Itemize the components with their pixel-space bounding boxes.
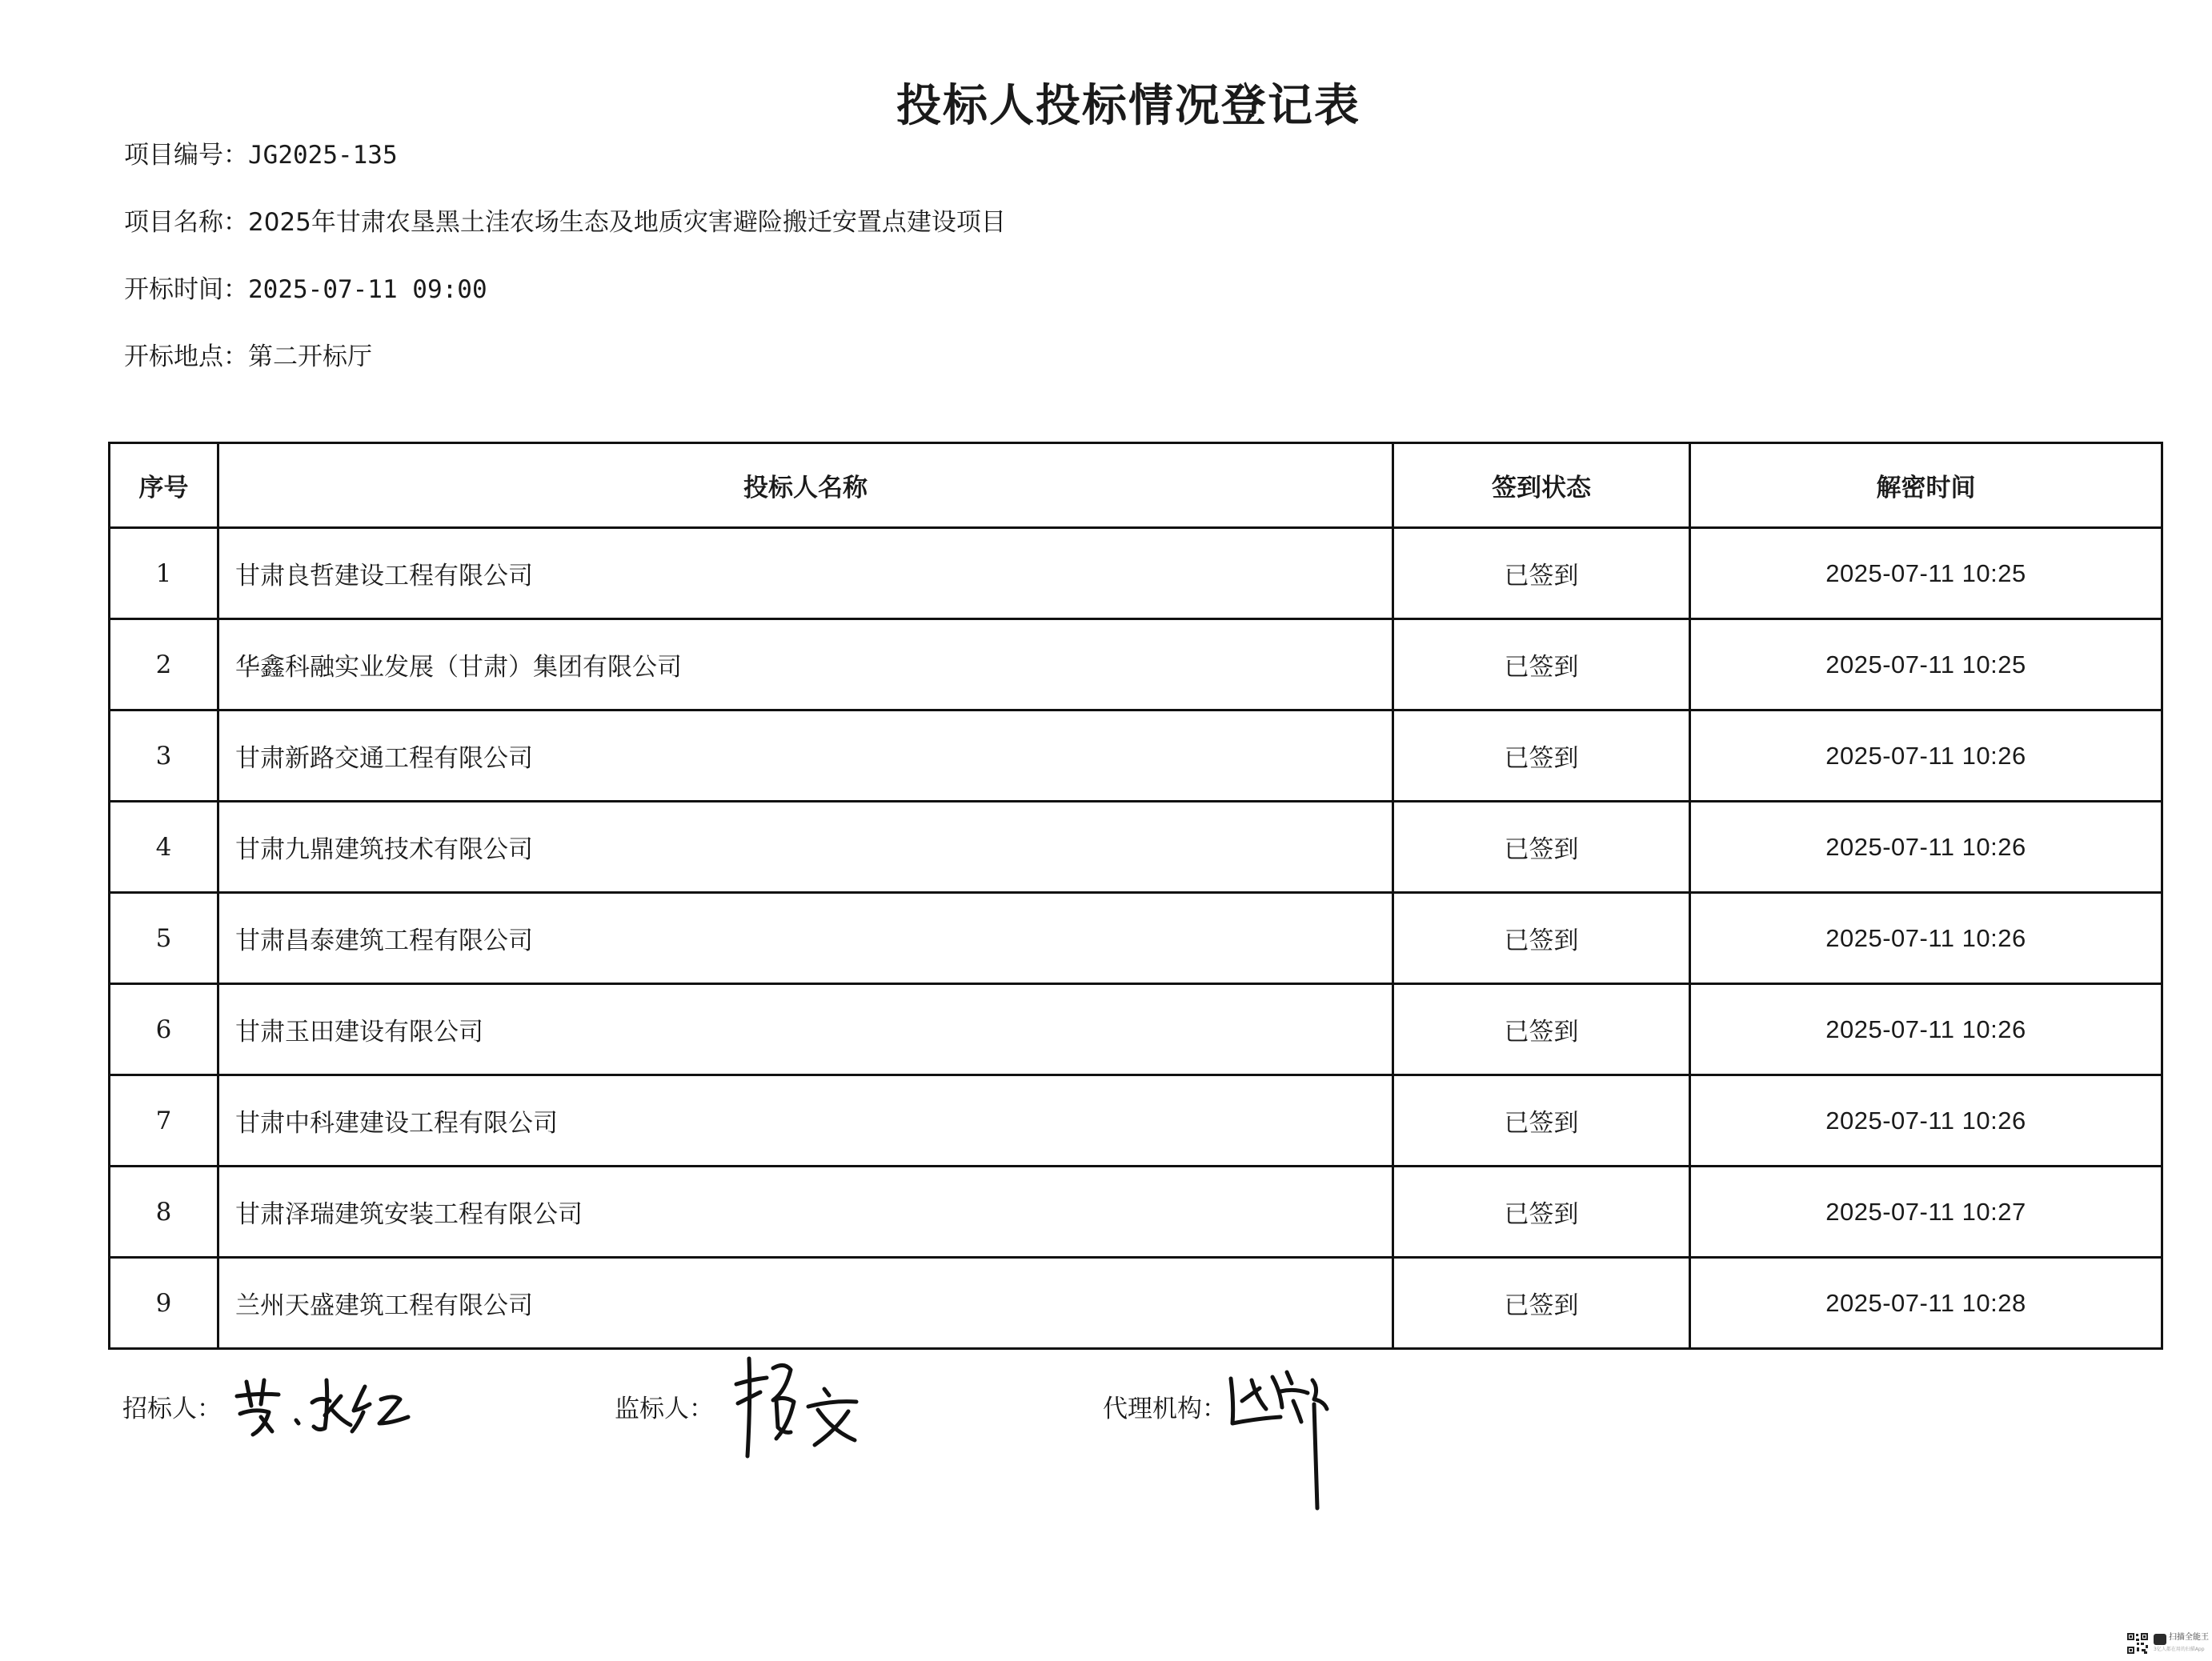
row-bidder-name: 甘肃泽瑞建筑安装工程有限公司 [218, 1167, 1393, 1258]
project-number-value: JG2025-135 [248, 141, 398, 170]
row-decrypt-time: 2025-07-11 10:26 [1690, 710, 2162, 802]
opening-time-label: 开标时间： [124, 275, 248, 304]
row-bidder-name: 甘肃新路交通工程有限公司 [218, 710, 1393, 802]
table-row [110, 1258, 2162, 1349]
project-name-line [124, 206, 1006, 238]
agency-signature [1224, 1356, 1336, 1516]
project-number-label: 项目编号： [124, 141, 248, 170]
row-decrypt-time: 2025-07-11 10:26 [1690, 802, 2162, 893]
row-decrypt-time: 2025-07-11 10:28 [1690, 1258, 2162, 1349]
table-row [110, 528, 2162, 619]
signature-row [0, 1388, 2212, 1516]
agency-label: 代理机构： [1103, 1395, 1227, 1423]
supervisor-label: 监标人： [615, 1395, 714, 1423]
row-decrypt-time: 2025-07-11 10:26 [1690, 893, 2162, 984]
row-serial-no: 2 [110, 619, 218, 710]
project-name-label: 项目名称： [124, 208, 248, 237]
scanner-badge [2126, 1632, 2209, 1656]
table-row [110, 1167, 2162, 1258]
row-serial-no: 1 [110, 528, 218, 619]
opening-time-value: 2025-07-11 09:00 [248, 275, 487, 304]
row-serial-no: 6 [110, 984, 218, 1075]
row-bidder-name: 甘肃中科建建设工程有限公司 [218, 1075, 1393, 1167]
table-body [110, 528, 2162, 1349]
opening-place-value: 第二开标厅 [248, 342, 372, 371]
row-serial-no: 9 [110, 1258, 218, 1349]
row-decrypt-time: 2025-07-11 10:25 [1690, 528, 2162, 619]
opening-place-line [124, 341, 372, 373]
row-bidder-name: 甘肃玉田建设有限公司 [218, 984, 1393, 1075]
tenderer-label: 招标人： [122, 1395, 222, 1423]
row-sign-in-status: 已签到 [1393, 528, 1690, 619]
qr-code-icon [2126, 1632, 2149, 1655]
opening-place-label: 开标地点： [124, 342, 248, 371]
row-sign-in-status: 已签到 [1393, 893, 1690, 984]
row-decrypt-time: 2025-07-11 10:26 [1690, 984, 2162, 1075]
header-sign-in-status: 签到状态 [1393, 443, 1690, 528]
scanner-brand: 扫描全能王 [2169, 1633, 2209, 1642]
header-decrypt-time: 解密时间 [1690, 443, 2162, 528]
header-serial-no: 序号 [110, 443, 218, 528]
scanner-tagline: 3亿人都在用的扫描App [2154, 1647, 2205, 1652]
row-bidder-name: 兰州天盛建筑工程有限公司 [218, 1258, 1393, 1349]
row-decrypt-time: 2025-07-11 10:27 [1690, 1167, 2162, 1258]
table-row [110, 802, 2162, 893]
row-serial-no: 3 [110, 710, 218, 802]
bidder-table-container [108, 442, 2161, 1350]
bidder-table [108, 442, 2163, 1350]
project-name-value: 2025年甘肃农垦黑土洼农场生态及地质灾害避险搬迁安置点建设项目 [248, 208, 1006, 237]
row-sign-in-status: 已签到 [1393, 984, 1690, 1075]
table-row [110, 893, 2162, 984]
project-number-line [124, 139, 398, 171]
table-header-row [110, 443, 2162, 528]
row-bidder-name: 甘肃昌泰建筑工程有限公司 [218, 893, 1393, 984]
header-bidder-name: 投标人名称 [218, 443, 1393, 528]
row-bidder-name: 甘肃良哲建设工程有限公司 [218, 528, 1393, 619]
document-title: 投标人投标情况登记表 [896, 80, 1360, 132]
row-sign-in-status: 已签到 [1393, 619, 1690, 710]
row-sign-in-status: 已签到 [1393, 1258, 1690, 1349]
tenderer-signature [222, 1364, 415, 1444]
scanner-logo-icon [2154, 1634, 2166, 1645]
row-sign-in-status: 已签到 [1393, 1075, 1690, 1167]
row-serial-no: 7 [110, 1075, 218, 1167]
table-row [110, 710, 2162, 802]
row-serial-no: 5 [110, 893, 218, 984]
row-serial-no: 4 [110, 802, 218, 893]
row-sign-in-status: 已签到 [1393, 1167, 1690, 1258]
row-sign-in-status: 已签到 [1393, 710, 1690, 802]
row-bidder-name: 甘肃九鼎建筑技术有限公司 [218, 802, 1393, 893]
row-serial-no: 8 [110, 1167, 218, 1258]
row-decrypt-time: 2025-07-11 10:25 [1690, 619, 2162, 710]
table-row [110, 619, 2162, 710]
row-decrypt-time: 2025-07-11 10:26 [1690, 1075, 2162, 1167]
table-row [110, 1075, 2162, 1167]
table-row [110, 984, 2162, 1075]
row-sign-in-status: 已签到 [1393, 802, 1690, 893]
opening-time-line [124, 274, 487, 306]
supervisor-signature [728, 1344, 872, 1464]
row-bidder-name: 华鑫科融实业发展（甘肃）集团有限公司 [218, 619, 1393, 710]
